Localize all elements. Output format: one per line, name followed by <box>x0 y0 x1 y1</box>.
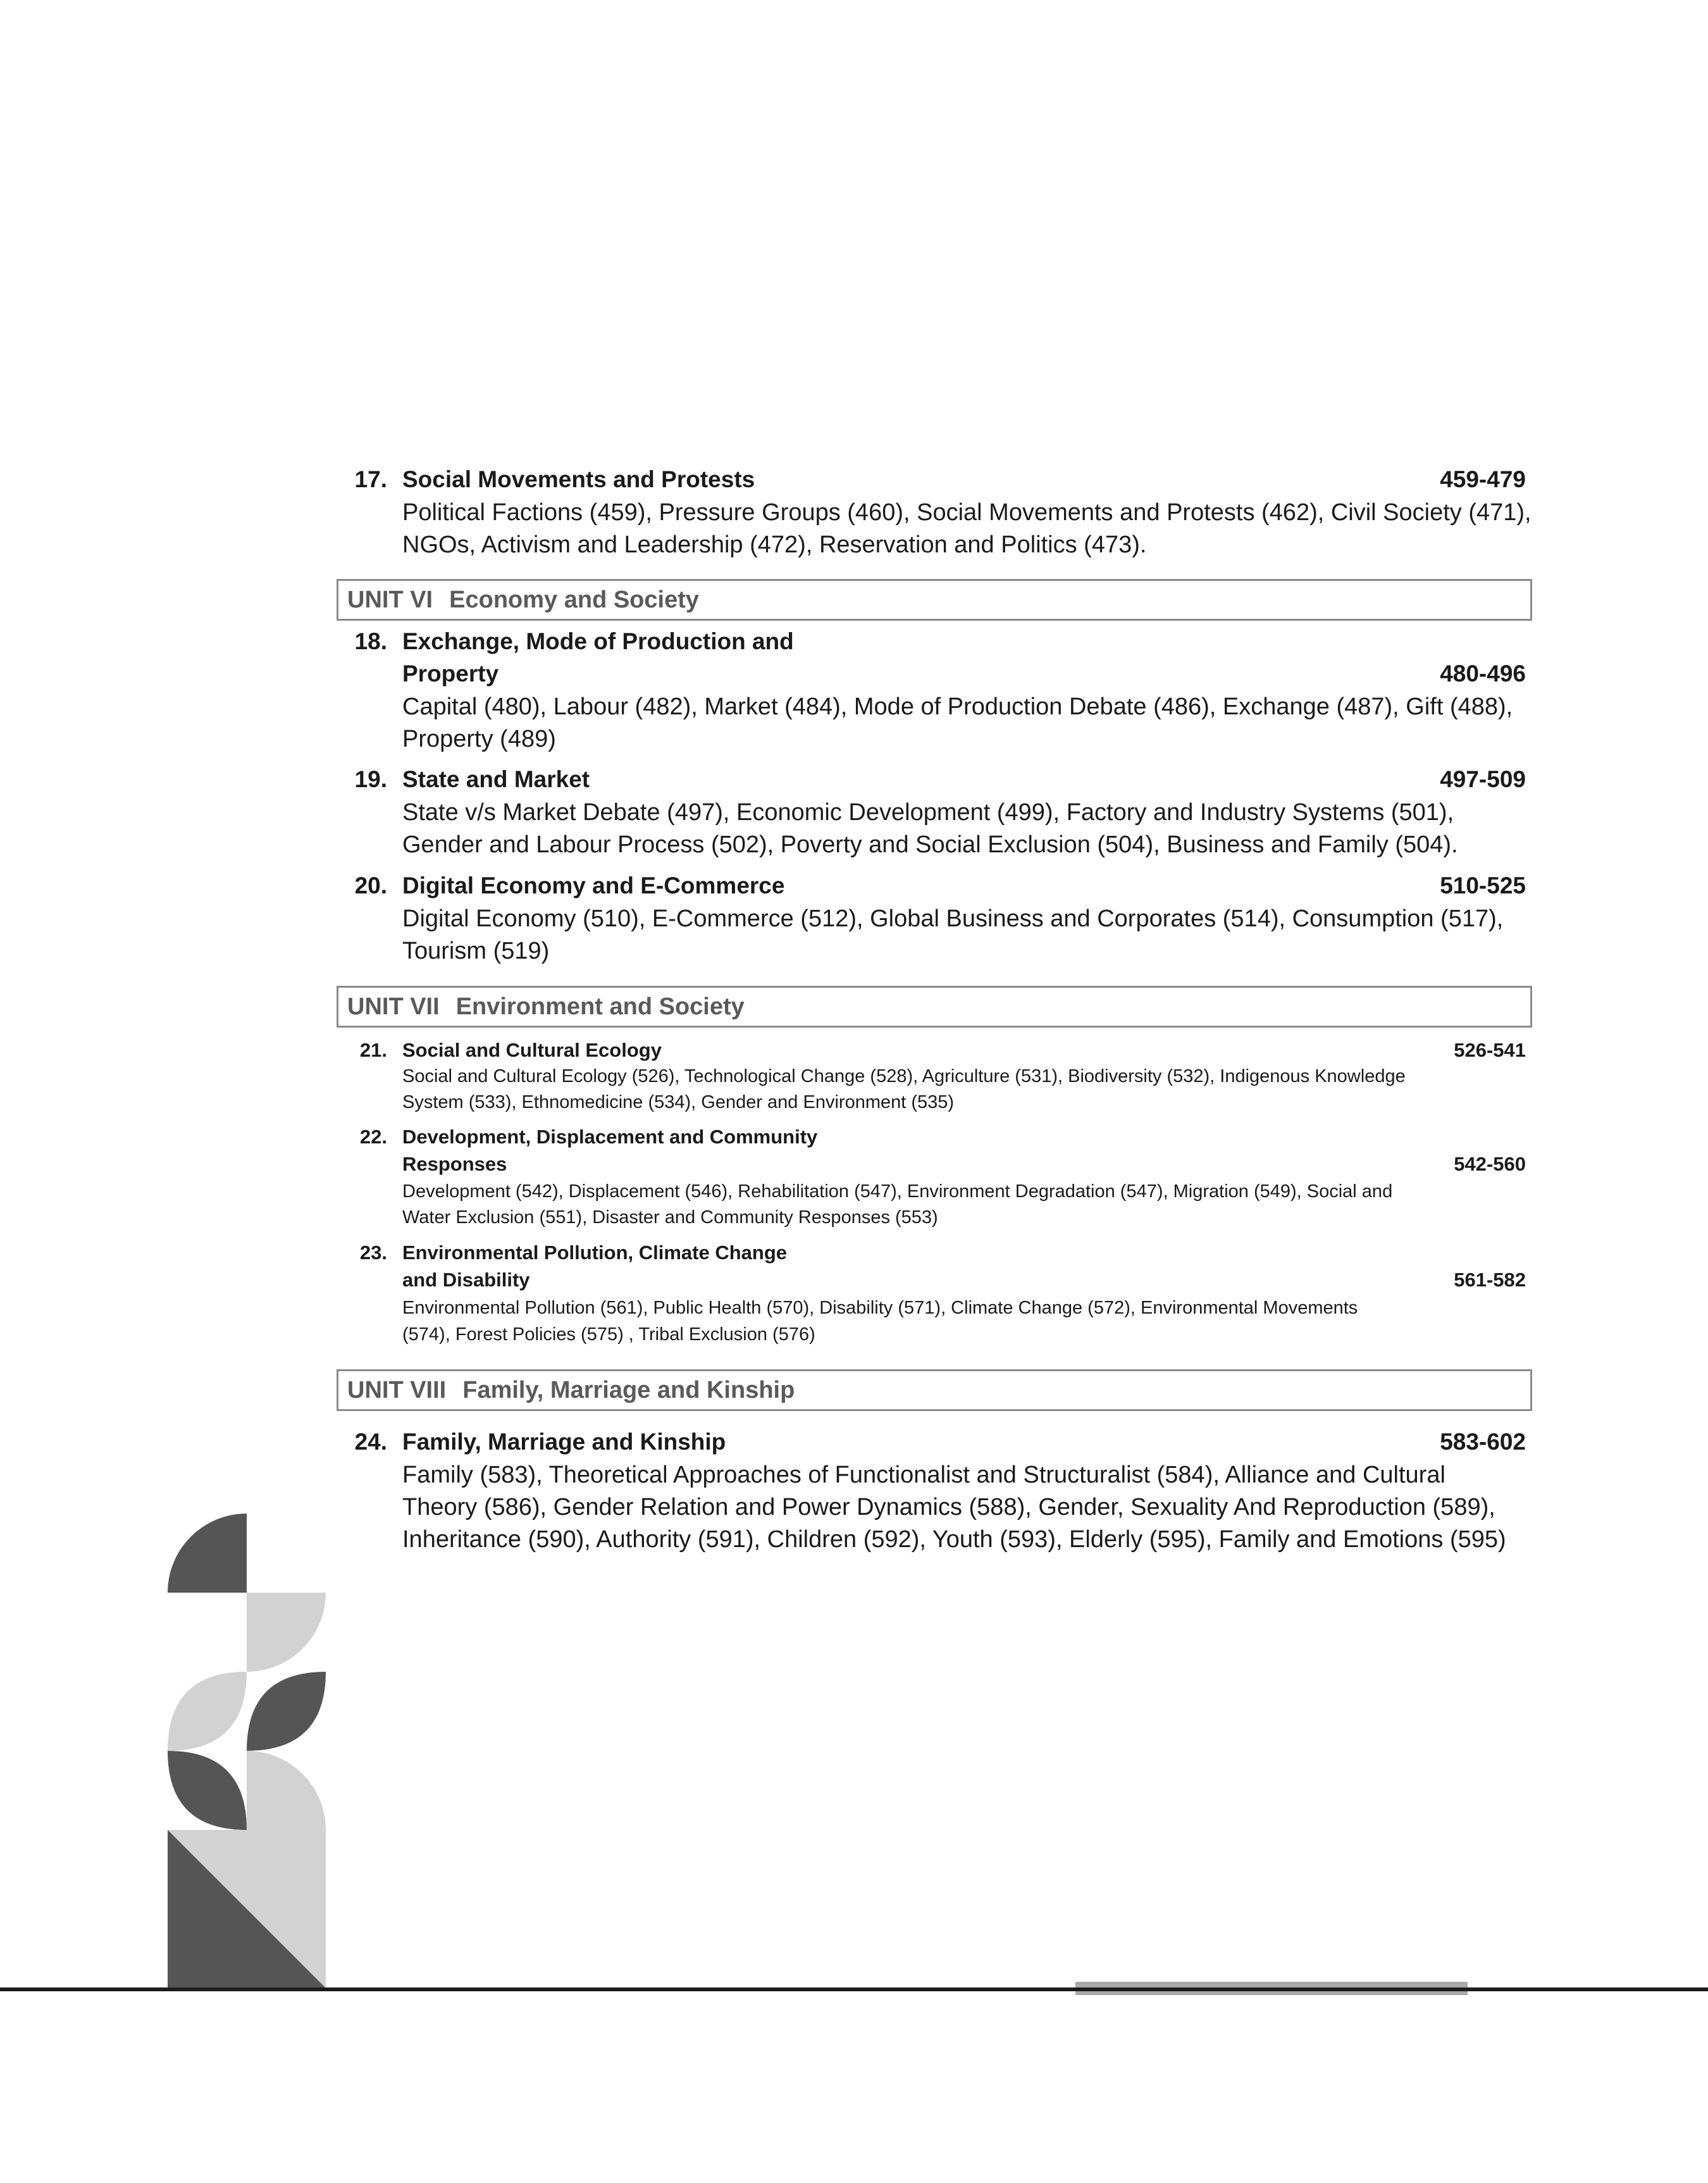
entry-description-line: Gender and Labour Process (502), Poverty and Social Exclusion (504), Business and Family (504). <box>402 831 1458 858</box>
entry-number: 22. <box>359 1126 387 1148</box>
entry-description-line: Development (542), Displacement (546), Rehabilitation (547), Environment Degradation (547), Migration (549), Social and <box>402 1181 1393 1202</box>
entry-description-line: System (533), Ethnomedicine (534), Gender and Environment (535) <box>402 1092 955 1112</box>
light-arc-shape <box>247 1751 326 1830</box>
entry-number: 21. <box>359 1039 387 1061</box>
entry-description-line: Digital Economy (510), E-Commerce (512), Global Business and Corporates (514), Consumption (517), <box>402 905 1504 932</box>
dark-leaf-shape <box>247 1672 326 1751</box>
entry-number: 23. <box>359 1241 387 1264</box>
unit-name: Economy and Society <box>449 586 700 613</box>
entry-page-range: 497-509 <box>1440 766 1526 792</box>
entry-title-line[interactable]: Development, Displacement and Community <box>402 1126 818 1148</box>
entry-page-range: 510-525 <box>1440 873 1526 899</box>
entry-number: 24. <box>354 1429 387 1455</box>
entry-description-line: Theory (586), Gender Relation and Power Dynamics (588), Gender, Sexuality And Reproduction (589), <box>402 1494 1495 1521</box>
entry-page-range: 542-560 <box>1454 1153 1526 1175</box>
entry-description-line: Property (489) <box>402 726 556 752</box>
entry-title-line[interactable]: Responses <box>402 1153 507 1175</box>
entry-description-line: State v/s Market Debate (497), Economic Development (499), Factory and Industry Systems (501), <box>402 799 1454 826</box>
entry-number: 17. <box>354 466 387 492</box>
entry-description-line: Social and Cultural Ecology (526), Technological Change (528), Agriculture (531), Biodiversity (532), Indigenous Knowledge <box>402 1066 1406 1086</box>
entry-description-line: Family (583), Theoretical Approaches of Functionalist and Structuralist (584), Alliance and Cultural <box>402 1462 1445 1488</box>
unit-name: Environment and Society <box>455 993 745 1020</box>
unit-label: UNIT VI <box>347 586 433 613</box>
unit-name: Family, Marriage and Kinship <box>462 1376 795 1403</box>
light-leaf-shape <box>168 1672 247 1751</box>
entry-page-range: 583-602 <box>1440 1429 1526 1455</box>
entry-title-line[interactable]: Property <box>402 661 499 687</box>
entry-description-line: Capital (480), Labour (482), Market (484), Mode of Production Debate (486), Exchange (487), Gift (488), <box>402 693 1513 720</box>
entry-page-range: 561-582 <box>1454 1269 1526 1291</box>
entry-description-line: Water Exclusion (551), Disaster and Community Responses (553) <box>402 1207 938 1228</box>
entry-description-line: Inheritance (590), Authority (591), Children (592), Youth (593), Elderly (595), Family and Emotions (595) <box>402 1526 1506 1553</box>
entry-number: 19. <box>354 766 387 792</box>
entry-title[interactable]: State and Market <box>402 766 590 792</box>
entry-title[interactable]: Social and Cultural Ecology <box>402 1039 662 1061</box>
entry-description-line: (574), Forest Policies (575) , Tribal Exclusion (576) <box>402 1324 815 1345</box>
dark-quarter-circle-shape <box>168 1514 247 1593</box>
entry-title[interactable]: Social Movements and Protests <box>402 466 755 492</box>
light-quarter-circle-shape <box>247 1593 326 1672</box>
entry-page-range: 459-479 <box>1440 466 1526 492</box>
entry-description-line: NGOs, Activism and Leadership (472), Reservation and Politics (473). <box>402 532 1147 558</box>
entry-title[interactable]: Digital Economy and E-Commerce <box>402 873 785 899</box>
dark-leaf-lower-shape <box>168 1751 247 1830</box>
footer-rule <box>0 1987 1708 1991</box>
entry-title-line[interactable]: Environmental Pollution, Climate Change <box>402 1241 788 1264</box>
entry-page-range: 480-496 <box>1440 661 1526 687</box>
entry-page-range: 526-541 <box>1454 1039 1526 1061</box>
entry-title[interactable]: Family, Marriage and Kinship <box>402 1429 726 1455</box>
entry-title-line[interactable]: Exchange, Mode of Production and <box>402 628 794 654</box>
unit-label: UNIT VII <box>347 993 440 1020</box>
entry-description-line: Tourism (519) <box>402 938 550 964</box>
entry-description-line: Environmental Pollution (561), Public Health (570), Disability (571), Climate Change (572), Environmental Movements <box>402 1298 1358 1318</box>
entry-number: 18. <box>354 628 387 654</box>
entry-number: 20. <box>354 873 387 899</box>
entry-title-line[interactable]: and Disability <box>402 1269 530 1291</box>
entry-description-line: Political Factions (459), Pressure Groups (460), Social Movements and Protests (462), Civil Society (471), <box>402 499 1532 526</box>
unit-label: UNIT VIII <box>347 1376 447 1403</box>
